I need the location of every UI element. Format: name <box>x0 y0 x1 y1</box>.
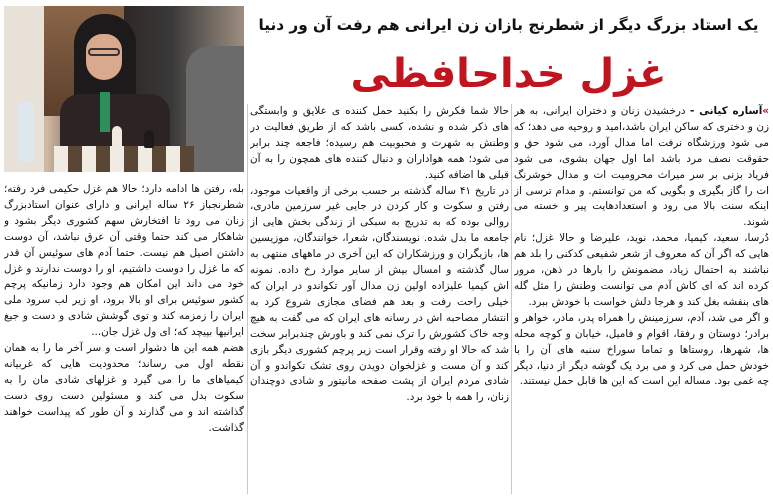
photo-player-face <box>86 34 122 80</box>
article-photo <box>4 6 244 172</box>
byline: آساره کیانی - <box>690 105 763 117</box>
paragraph: هضم همه این ها دشوار است و سر آخر ما را به همان نقطه اول می رساند؛ محدودیت هایی که غربیانه کیمیاهای ما را می گیرد و غزلهای شادی مان را به سکوت بدل می کند و مسئولین دست روی دست گذاشته اند و می گذارند و آن طور که پیداست خواهند گذاشت. <box>4 342 244 434</box>
lead-paragraph <box>514 104 769 231</box>
photo-black-piece <box>144 130 154 148</box>
paragraph-text: درخشیدن زنان و دختران ایرانی، به هر زن و دختری که ساکن ایران باشد،امید و روحیه می دهد؛ که می شود ورزشگاه نرفت اما مدال آورد، می شود حق و حقوقت نصف مرد باشد اما اول جهان بشوی، می شود فریاد بزنی بر سر میراث محرومیت ات و مدال خوشرنگ ات را گاز بگیری و بگویی که من توانستم. و مدام ترسی از اینکه سنت بالا می رود و استعدادهایت پیر و خسته می شوند. <box>514 105 769 229</box>
photo-white-piece <box>112 126 122 148</box>
photo-player-glasses <box>88 48 120 56</box>
paragraph: بله، رفتن ها ادامه دارد؛ حالا هم غزل حکیمی فرد رفته؛ شطرنجباز ۲۶ ساله ایرانی و دارای عنوان استادبزرگ زنان می رود تا افتخارش سهم کشوری دیگر بشود و شاهکار می کند حتما وقتی آن عرق نباشد، آن دوست داشتن اصیل هم نیست. حتما آدم های سوئیس آن قدر که ما غزل را دوست داشتیم، او را دوست ندارند و غزل خود می داند این امکان هم وجود دارد زمانیکه پرچم کشور سوئیس برای او بالا برود، او زیر لب سرود ملی ایران را زمزمه کند و توی گوشش شادی و دست و جیغ ایرانیها بپیچد که؛ ای ول غزل جان... <box>4 183 244 339</box>
column-divider-left <box>247 104 248 494</box>
article-column-2 <box>250 104 509 494</box>
paragraph: و اگر می شد، آدم، سرزمینش را همراه پدر، مادر، خواهر و برادر؛ دوستان و رفقا، اقوام و فامیل، خیابان و کوچه محله ها، شهرها، روستاها و تماما سوراخ سنبه های آن را با خودش حمل می کرد و می برد یک گوشه دیگر از دنیا، دیگر چه غمی بود. مساله این است که این ها قابل حمل نیستند. <box>514 311 769 388</box>
photo-lanyard <box>100 92 110 132</box>
article-column-1 <box>514 104 769 494</box>
photo-bottle <box>18 102 34 162</box>
lead-quote-mark: » <box>762 105 769 117</box>
column-divider-right <box>511 104 512 494</box>
article-column-3 <box>4 182 244 494</box>
paragraph: دُرسا، سعید، کیمیا، محمد، نوید، علیرضا و حالا غزل؛ نام هایی که اگر آن که معروف از شعر شفیعی کدکنی را بلد هم نباشند به احتمال زیاد، مضمونش را بارها در ذهن، مرور کرده اند که ای کاش آدم می توانست وطنش را مثل گله های بنفشه بغل کند و هرجا دلش خواست با خودش ببرد. <box>514 232 769 308</box>
paragraph: در تاریخ ۴۱ ساله گذشته بر حسب برخی از واقعیات موجود، رفتن و سکوت و کار کردن در جایی غیر سرزمین مادری، روالی بوده که به تدریج به سبکی از زندگی بخش هایی از جامعه ما بدل شده. نویسندگان، شعرا، خوانندگان، موزیسین ها، بازیگران و ورزشکاران که این آخری در ماههای منتهی به سال گذشته و امسال بیش از سایر موارد رخ داده. نمونه اش کیمیا علیزاده اولین زن مدال آور تکواندو در ایران که خیلی راحت رفت و بعد هم فضای مجازی شروع کرد به انتشار مصاحبه اش در رسانه های ایران که می گفت به هیچ وجه خاک کشورش را ترک نمی کند و باورش چندبرابر سخت شد که حالا او رفته وقرار است زیر پرچم کشوری دیگر بازی کند و آن مست و غزلخوان دویدن روی تشک تکواندو و آن شادی مردم ایران از پشت صفحه مانیتور و شادی دوچندان زنان، را همه با خود برد. <box>250 184 509 404</box>
photo-chessboard <box>54 146 194 172</box>
photo-opponent <box>186 46 244 172</box>
article-kicker: یک استاد بزرگ دیگر از شطرنج بازان زن ایرانی هم رفت آن ور دنیا <box>258 16 759 34</box>
paragraph: حالا شما فکرش را بکنید حمل کننده ی علایق و وابستگی های ذکر شده و نشده، کسی باشد که از طریق فعالیت در وطنش به شهرت و محبوبیت هم رسیده؛ فاجعه چند برابر می شود؛ همه هواداران و دنبال کننده های همچون را به آن قبلی ها اضافه کنید. <box>250 105 509 181</box>
article-headline: غزل خداحافظی <box>350 51 667 97</box>
